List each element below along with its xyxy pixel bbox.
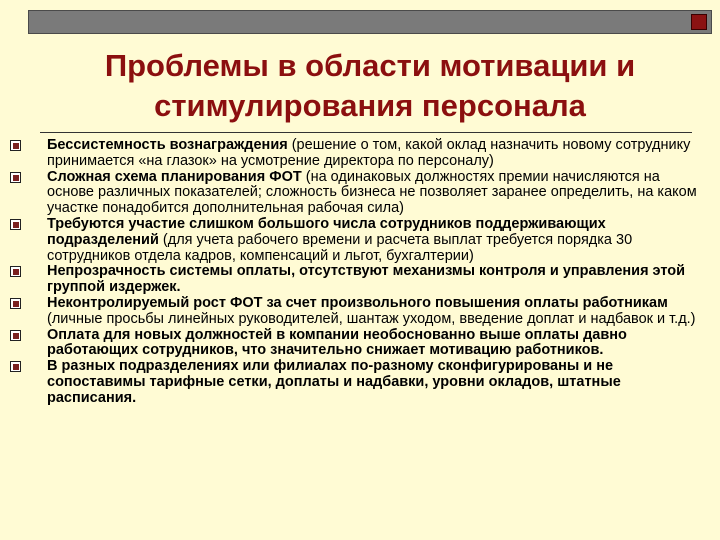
list-item (10, 217, 710, 264)
bullet-text: (личные просьбы линейных руководителей, шантаж уходом, введение доплат и надбавок и т.д.) (47, 310, 696, 327)
list-item (10, 328, 710, 360)
title-line-2: стимулирования персонала (154, 88, 586, 123)
list-item (10, 296, 710, 328)
bullet-bold: Требуются участие слишком большого числа сотрудников поддерживающих подразделений (47, 215, 606, 248)
bullet-text: (для учета рабочего времени и расчета выплат требуется порядка 30 сотрудников отдела кадров, компенсаций и льгот, бухгалтерии) (47, 231, 633, 264)
checkbox-square-icon (10, 298, 21, 309)
bullet-bold: В разных подразделениях или филиалах по-разному сконфигурированы и не сопоставимы тарифные сетки, доплаты и надбавки, уровни окладов, штатные расписания. (47, 358, 621, 406)
checkbox-square-icon (10, 140, 21, 151)
checkbox-square-icon (10, 361, 21, 372)
title-divider (40, 132, 692, 133)
bullet-list (10, 138, 710, 407)
bullet-bold: Оплата для новых должностей в компании необоснованно выше оплаты давно работающих сотрудников, что значительно снижает мотивацию работников. (47, 326, 627, 359)
bullet-bold: Неконтролируемый рост ФОТ за счет произвольного повышения оплаты работникам (47, 294, 668, 311)
checkbox-square-icon (10, 172, 21, 183)
list-item (10, 359, 710, 406)
checkbox-square-icon (10, 266, 21, 277)
title-line-1: Проблемы в области мотивации и (104, 48, 636, 83)
bullet-text: (на одинаковых должностях премии начисляются на основе различных показателей; сложность бизнеса не позволяет заранее определить, на каком участке понадобится дополнительная рабочая сила) (47, 168, 697, 217)
slide-title (40, 46, 700, 126)
top-decor-bar (28, 10, 712, 34)
checkbox-square-icon (10, 330, 21, 341)
list-item (10, 138, 710, 170)
bullet-bold: Непрозрачность системы оплаты, отсутствуют механизмы контроля и управления этой группой издержек. (47, 263, 686, 296)
bullet-bold: Сложная схема планирования ФОТ (47, 168, 302, 185)
list-item (10, 264, 710, 296)
bullet-text: (решение о том, какой оклад назначить новому сотруднику принимается «на глазок» на усмотрение директора по персоналу) (47, 137, 691, 169)
bullet-bold: Бессистемность вознаграждения (47, 137, 288, 153)
list-item (10, 170, 710, 217)
accent-square (691, 14, 707, 30)
checkbox-square-icon (10, 219, 21, 230)
